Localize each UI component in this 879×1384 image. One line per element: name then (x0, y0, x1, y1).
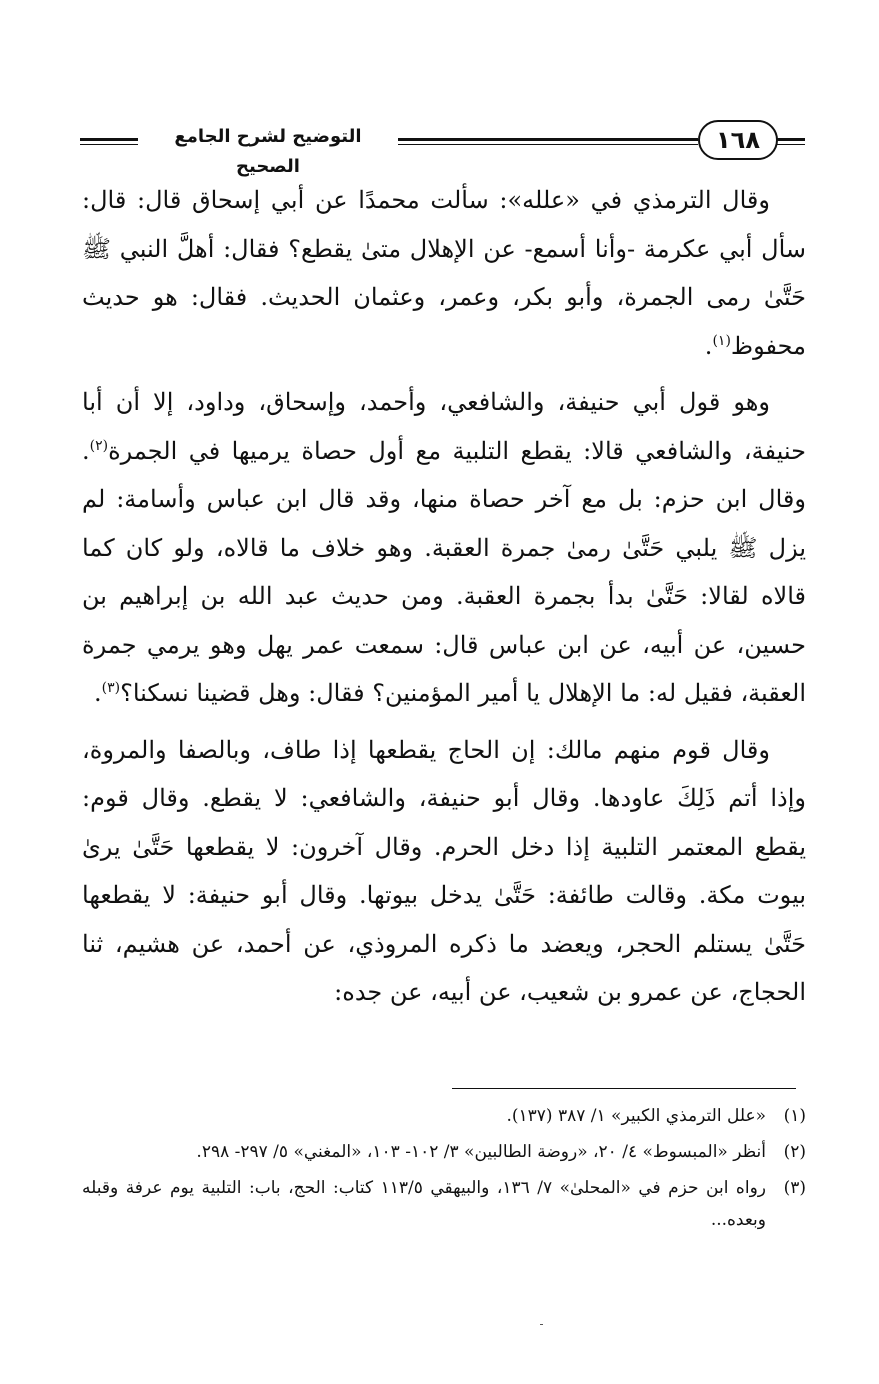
footnote-ref[interactable]: (١) (712, 332, 731, 349)
paragraph-text: وهو قول أبي حنيفة، والشافعي، وأحمد، وإسحاق، وداود، إلا أن أبا حنيفة، والشافعي قالا: يقطع التلبية مع أول حصاة يرميها في الجمرة (82, 388, 806, 465)
paragraph-text: وقال الترمذي في «علله»: سألت محمدًا عن أبي إسحاق قال: قال: سأل أبي عكرمة -وأنا أسمع- عن الإهلال متىٰ يقطع؟ فقال: أهلَّ النبي ﷺ حَتَّىٰ رمى الجمرة، وأبو بكر، وعمر، وعثمان الحديث. فقال: هو حديث محفوظ (82, 186, 806, 360)
paragraph-1 (82, 176, 806, 370)
page-header (80, 120, 805, 177)
running-title: التوضيح لشرح الجامع الصحيح (174, 126, 362, 177)
footnote-ref[interactable]: (٢) (89, 437, 109, 454)
footnote-text: «علل الترمذي الكبير» ١/ ٣٨٧ (١٣٧). (506, 1106, 766, 1126)
paragraph-2 (82, 378, 806, 718)
footnote-text: أنظر «المبسوط» ٤/ ٢٠، «روضة الطالبين» ٣/ ١٠٢- ١٠٣، «المغني» ٥/ ٢٩٧- ٢٩٨. (196, 1142, 766, 1162)
print-speck (540, 1324, 543, 1325)
paragraph-3 (82, 726, 806, 1017)
paragraph-tail: . (704, 331, 713, 360)
paragraph-text: وقال قوم منهم مالك: إن الحاج يقطعها إذا طاف، وبالصفا والمروة، وإذا أتم ذَلِكَ عاودها. وقال أبو حنيفة، والشافعي: لا يقطع. وقال قوم: يقطع المعتمر التلبية إذا دخل الحرم. وقال آخرون: لا يقطعها حَتَّىٰ يرىٰ بيوت مكة. وقالت طائفة: حَتَّىٰ يدخل بيوتها. وقال أبو حنيفة: لا يقطعها حَتَّىٰ يستلم الحجر، ويعضد ما ذكره المروذي، عن أحمد، عن هشيم، ثنا الحجاج، عن عمرو بن شعيب، عن أبيه، عن جده: (82, 735, 806, 1006)
footnote (82, 1136, 806, 1168)
footnote-separator (452, 1088, 796, 1089)
footnote (82, 1172, 806, 1236)
footnote-text: رواه ابن حزم في «المحلىٰ» ٧/ ١٣٦، والبيهقي ١١٣/٥ كتاب: الحج، باب: التلبية يوم عرفة وقبله وبعده... (82, 1178, 766, 1230)
page-number: ١٦٨ (698, 120, 778, 160)
footnote-number: (٢) (783, 1142, 806, 1162)
footnote-number: (١) (783, 1106, 806, 1126)
header-rule-right (776, 138, 805, 141)
header-rule-left (80, 138, 138, 141)
main-text (82, 176, 806, 1025)
paragraph-tail: . (93, 679, 102, 707)
footnotes (82, 1100, 806, 1240)
header-rule-middle (398, 138, 698, 141)
footnote-number: (٣) (783, 1178, 806, 1198)
footnote-ref[interactable]: (٣) (101, 680, 121, 696)
footnote (82, 1100, 806, 1132)
paragraph-text-continued: . وقال ابن حزم: بل مع آخر حصاة منها، وقد قال ابن عباس وأسامة: لم يزل ﷺ يلبي حَتَّىٰ رمىٰ جمرة العقبة. وهو خلاف ما قالاه، ولو كان كما قالاه لقالا: حَتَّىٰ بدأ بجمرة العقبة. ومن حديث عبد الله بن إبراهيم بن حسين، عن أبيه، عن ابن عباس قال: سمعت عمر يهل وهو يرمي جمرة العقبة، فقيل له: ما الإهلال يا أمير المؤمنين؟ فقال: وهل قضينا نسكنا؟ (82, 436, 806, 707)
